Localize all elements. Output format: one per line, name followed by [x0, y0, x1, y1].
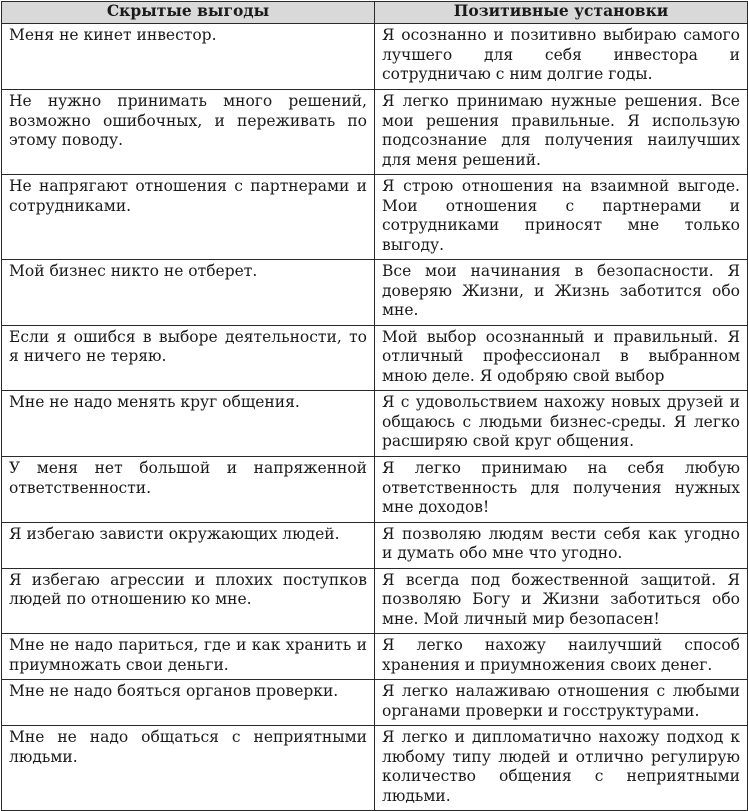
positive-affirmation-cell: Все мои начинания в безопасности. Я доверяю Жизни, и Жизнь заботится обо мне.	[375, 260, 748, 326]
positive-affirmation-cell: Я осознанно и позитивно выбираю самого лучшего для себя инвестора и сотрудничаю с ним долгие годы.	[375, 24, 748, 90]
positive-affirmation-cell: Я легко принимаю на себя любую ответственность для получения нужных мне доходов!	[375, 457, 748, 523]
hidden-benefit-cell: Я избегаю зависти окружающих людей.	[2, 522, 375, 568]
table-row	[2, 634, 748, 680]
hidden-benefit-cell: Меня не кинет инвестор.	[2, 24, 375, 90]
table-row	[2, 90, 748, 175]
hidden-benefit-cell: Мне не надо париться, где и как хранить и приумножать свои деньги.	[2, 634, 375, 680]
hidden-benefit-cell: У меня нет большой и напряженной ответственности.	[2, 457, 375, 523]
hidden-benefits-table	[1, 1, 748, 811]
table-row	[2, 260, 748, 326]
header-hidden-benefits: Скрытые выгоды	[2, 2, 375, 24]
positive-affirmation-cell: Я позволяю людям вести себя как угодно и думать обо мне что угодно.	[375, 522, 748, 568]
hidden-benefit-cell: Не нужно принимать много решений, возможно ошибочных, и переживать по этому поводу.	[2, 90, 375, 175]
table-body	[2, 24, 748, 811]
positive-affirmation-cell: Мой выбор осознанный и правильный. Я отличный профессионал в выбранном мною деле. Я одобряю свой выбор	[375, 325, 748, 391]
hidden-benefit-cell: Мой бизнес никто не отберет.	[2, 260, 375, 326]
positive-affirmation-cell: Я легко налаживаю отношения с любыми органами проверки и госструктурами.	[375, 680, 748, 726]
positive-affirmation-cell: Я всегда под божественной защитой. Я позволяю Богу и Жизни заботиться обо мне. Мой личный мир безопасен!	[375, 568, 748, 634]
hidden-benefit-cell: Не напрягают отношения с партнерами и сотрудниками.	[2, 175, 375, 260]
hidden-benefit-cell: Если я ошибся в выборе деятельности, то я ничего не теряю.	[2, 325, 375, 391]
table-row	[2, 522, 748, 568]
header-positive-affirmations: Позитивные установки	[375, 2, 748, 24]
hidden-benefit-cell: Мне не надо общаться с неприятными людьми.	[2, 726, 375, 811]
positive-affirmation-cell: Я строю отношения на взаимной выгоде. Мои отношения с партнерами и сотрудниками приносят мне только выгоду.	[375, 175, 748, 260]
hidden-benefit-cell: Я избегаю агрессии и плохих поступков людей по отношению ко мне.	[2, 568, 375, 634]
table-row	[2, 726, 748, 811]
table-row	[2, 568, 748, 634]
table-row	[2, 175, 748, 260]
table-header	[2, 2, 748, 24]
positive-affirmation-cell: Я с удовольствием нахожу новых друзей и общаюсь с людьми бизнес-среды. Я легко расширяю свой круг общения.	[375, 391, 748, 457]
table-row	[2, 24, 748, 90]
hidden-benefit-cell: Мне не надо бояться органов проверки.	[2, 680, 375, 726]
hidden-benefit-cell: Мне не надо менять круг общения.	[2, 391, 375, 457]
table-row	[2, 680, 748, 726]
header-row	[2, 2, 748, 24]
positive-affirmation-cell: Я легко принимаю нужные решения. Все мои решения правильные. Я использую подсознание для получения наилучших для меня решений.	[375, 90, 748, 175]
table-row	[2, 457, 748, 523]
positive-affirmation-cell: Я легко нахожу наилучший способ хранения и приумножения своих денег.	[375, 634, 748, 680]
table-row	[2, 325, 748, 391]
positive-affirmation-cell: Я легко и дипломатично нахожу подход к любому типу людей и отлично регулирую количество общения с неприятными людьми.	[375, 726, 748, 811]
table-row	[2, 391, 748, 457]
